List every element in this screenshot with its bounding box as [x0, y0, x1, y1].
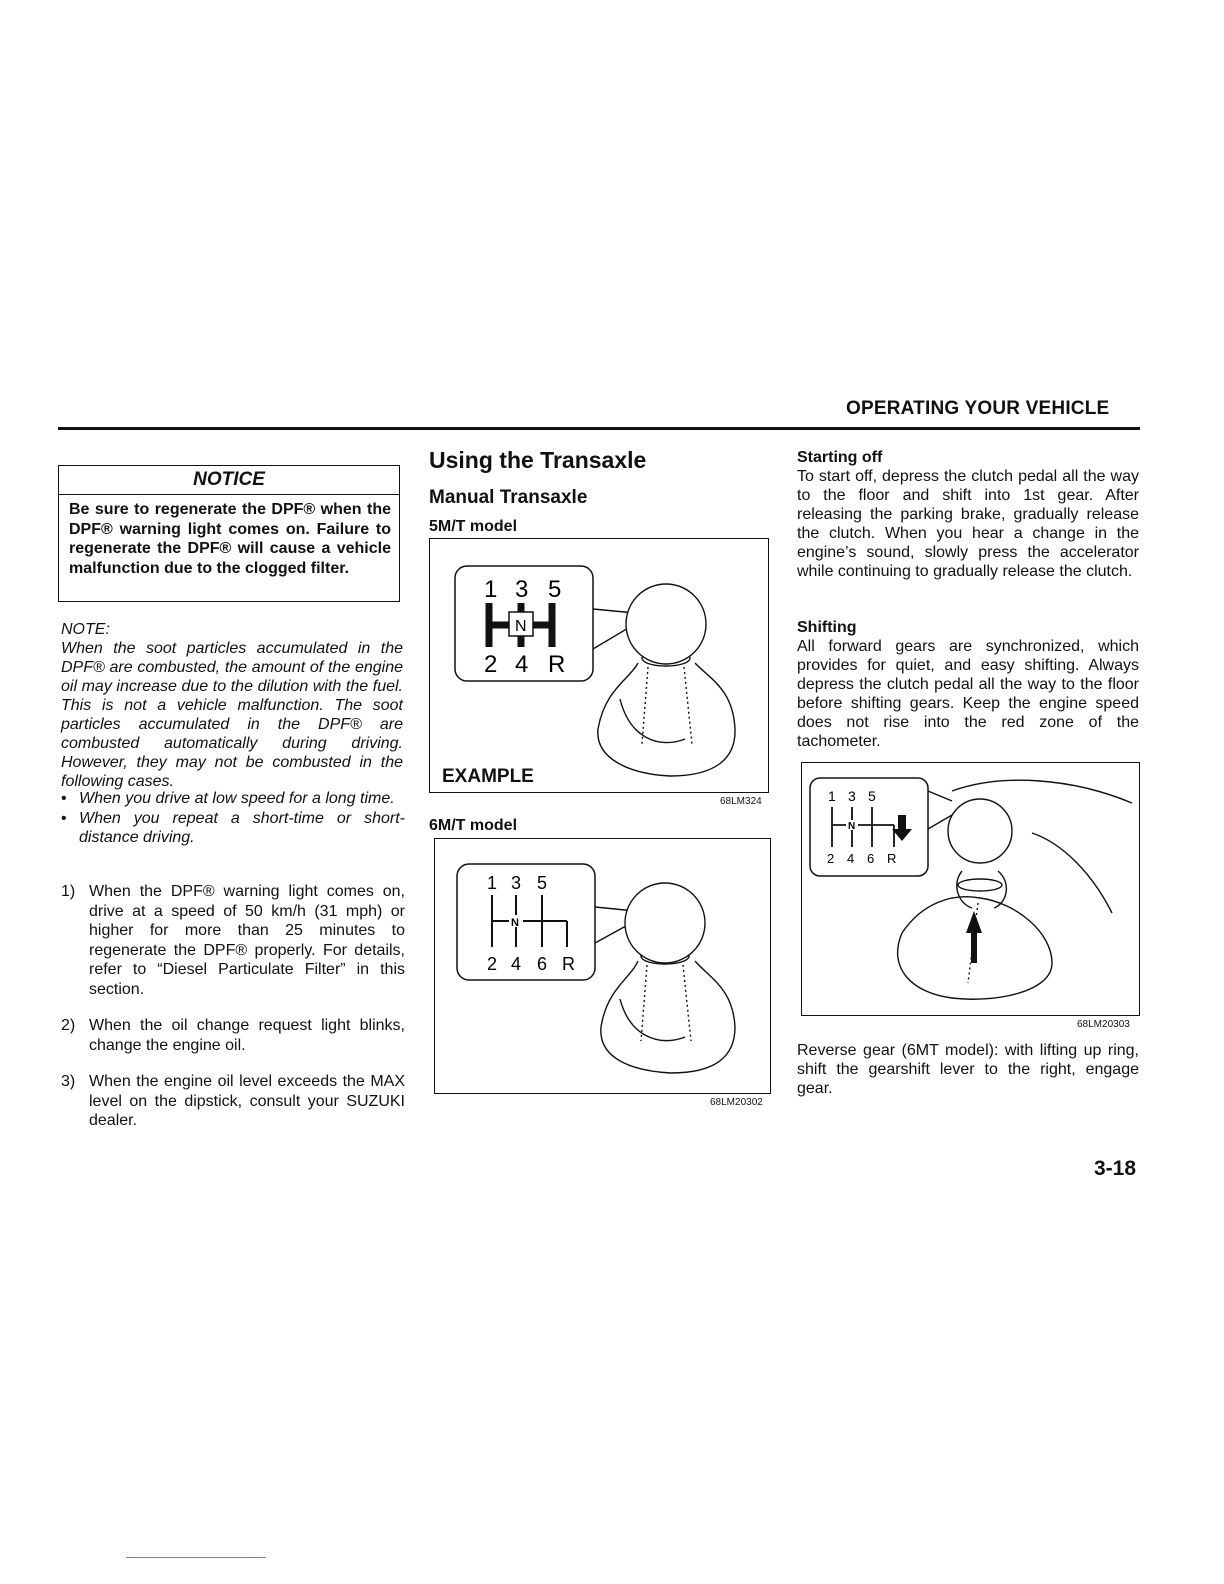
gear-3-label: 3: [511, 873, 522, 893]
gear-4-label: 4: [847, 851, 855, 866]
notice-box: [58, 465, 400, 602]
notice-body: Be sure to regenerate the DPF® when the DPF® warning light comes on. Failure to regenerate the DPF® will cause a vehicle malfunction due to the clogged filter.: [69, 501, 391, 577]
step-text: When the oil change request light blinks, change the engine oil.: [89, 1017, 405, 1054]
figure-reverse-gear: [801, 762, 1140, 1016]
gear-2-label: 2: [487, 954, 498, 974]
note-block: [61, 620, 403, 791]
note-bullet: • When you drive at low speed for a long time.: [61, 789, 405, 808]
gear-2-label: 2: [484, 651, 498, 678]
reverse-shift-illustration: [802, 763, 1138, 1014]
gear-1-label: 1: [484, 576, 498, 603]
reverse-note: Reverse gear (6MT model): with lifting up ring, shift the gearshift lever to the right, engage gear.: [797, 1042, 1139, 1097]
model-5mt-label: 5M/T model: [429, 518, 518, 535]
neutral-label: N: [515, 618, 527, 635]
step-number: 2): [61, 1017, 76, 1034]
gear-5-label: 5: [548, 576, 562, 603]
shifting-section: [797, 618, 1139, 751]
neutral-label: N: [848, 821, 856, 832]
steps-list: [61, 882, 405, 1148]
figure-code: 68LM324: [720, 796, 762, 807]
figure-6mt-shift-pattern: [434, 838, 771, 1094]
gear-1-label: 1: [828, 788, 836, 804]
shifting-body: All forward gears are synchronized, which provides for quiet, and easy shifting. Always depress the clutch pedal all the way to the floor before shifting gears. Keep the engine speed does not rise into the red zone of the tachometer.: [797, 638, 1139, 750]
gear-r-label: R: [548, 651, 566, 678]
gear-6-label: 6: [867, 851, 875, 866]
shift-knob-illustration: [430, 539, 767, 791]
gear-4-label: 4: [511, 954, 522, 974]
notice-heading: NOTICE: [59, 466, 399, 495]
header-divider: [58, 427, 1140, 430]
shift-knob-illustration: [435, 839, 769, 1092]
gear-4-label: 4: [515, 651, 529, 678]
figure-code: 68LM20303: [1077, 1019, 1130, 1030]
note-bullet-list: [61, 789, 405, 848]
step-item: [61, 882, 405, 999]
starting-off-section: [797, 448, 1139, 581]
section-heading: Using the Transaxle: [429, 447, 647, 473]
gear-3-label: 3: [848, 788, 856, 804]
neutral-label: N: [511, 917, 519, 929]
gear-1-label: 1: [487, 873, 498, 893]
step-text: When the DPF® warning light comes on, drive at a speed of 50 km/h (31 mph) or higher for more than 25 minutes to regenerate the DPF® properly. For details, refer to “Diesel Particulate Filter” in this section.: [89, 883, 405, 998]
gear-r-label: R: [887, 851, 897, 866]
model-6mt-label: 6M/T model: [429, 817, 518, 834]
starting-off-body: To start off, depress the clutch pedal all the way to the floor and shift into 1st gear. After releasing the parking brake, gradually release the clutch. When you hear a change in the engine’s sound, slowly press the accelerator while continuing to gradually release the clutch.: [797, 468, 1139, 580]
gear-5-label: 5: [537, 873, 548, 893]
shifting-title: Shifting: [797, 619, 857, 636]
gear-r-label: R: [562, 954, 575, 974]
step-item: [61, 1016, 405, 1055]
gear-2-label: 2: [827, 851, 835, 866]
gear-6-label: 6: [537, 954, 548, 974]
figure-code: 68LM20302: [710, 1097, 763, 1108]
step-item: [61, 1072, 405, 1131]
step-number: 3): [61, 1073, 76, 1090]
starting-off-title: Starting off: [797, 449, 883, 466]
example-label: EXAMPLE: [442, 766, 534, 787]
step-text: When the engine oil level exceeds the MAX level on the dipstick, consult your SUZUKI dealer.: [89, 1073, 405, 1129]
subsection-heading: Manual Transaxle: [429, 487, 588, 508]
gear-5-label: 5: [868, 788, 876, 804]
section-title: OPERATING YOUR VEHICLE: [846, 398, 1110, 419]
page-number: 3-18: [1094, 1157, 1137, 1180]
note-label: NOTE:: [61, 621, 110, 638]
gear-3-label: 3: [515, 576, 529, 603]
footer-line: [126, 1557, 266, 1558]
note-body: When the soot particles accumulated in the DPF® are combusted, the amount of the engine oil may increase due to the dilution with the fuel. This is not a vehicle malfunction. The soot particles accumulated in the DPF® are combusted automatically during driving. However, they may not be combusted in the following cases.: [61, 640, 403, 790]
figure-5mt-shift-pattern: [429, 538, 769, 793]
note-bullet: • When you repeat a short-time or short-distance driving.: [61, 809, 405, 847]
step-number: 1): [61, 883, 76, 900]
